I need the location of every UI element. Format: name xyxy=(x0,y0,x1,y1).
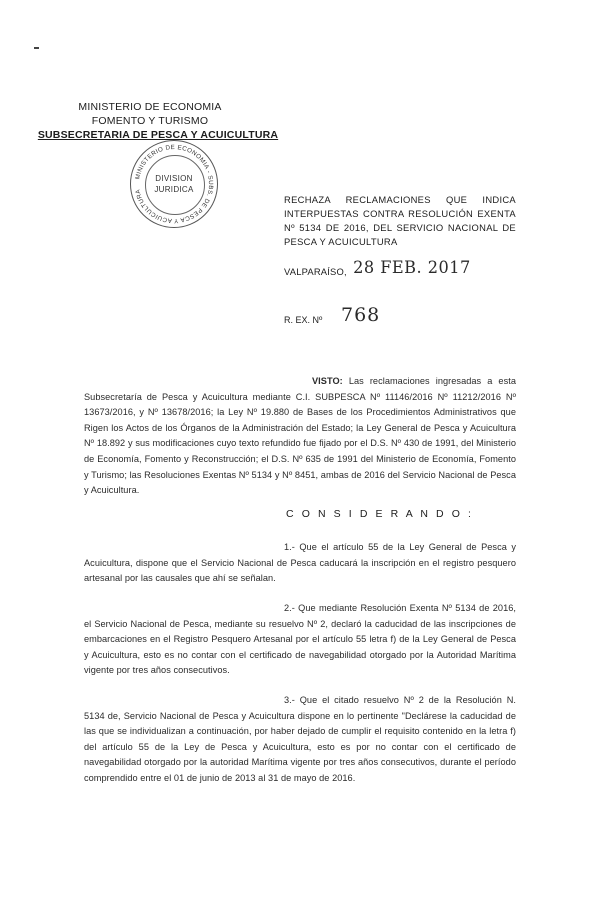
visto-paragraph xyxy=(84,374,516,499)
paragraph-3-text: Que el citado resuelvo Nº 2 de la Resolución N. 5134 de, Servicio Nacional de Pesca y Acuicultura dispone en lo pertinente "Declárese la caducidad de las que se individualizan a continuación, por haber dejado de cumplir el requisito contenido en la letra f) del artículo 55 de la Ley de Pesca y Acuicultura, esto es por no contar con el certificado de navegabilidad otorgado por la autoridad Marítima vigente por tres años consecutivos, durante el período comprendido entre el 01 de junio de 2013 al 31 de mayo de 2016. xyxy=(84,695,516,783)
document-title: RECHAZA RECLAMACIONES QUE INDICA INTERPUESTAS CONTRA RESOLUCIÓN EXENTA Nº 5134 DE 2016, DEL SERVICIO NACIONAL DE PESCA Y ACUICULTURA xyxy=(284,194,516,247)
paragraph-1-text: Que el artículo 55 de la Ley General de Pesca y Acuicultura, dispone que el Servicio Nacional de Pesca caducará la inscripción en el registro pesquero artesanal por las causales que ahí se señalan. xyxy=(84,542,516,584)
paragraph-2-text: Que mediante Resolución Exenta Nº 5134 de 2016, el Servicio Nacional de Pesca, mediante su resuelvo Nº 2, declaró la caducidad de las inscripciones de embarcaciones en el Registro Pesquero Artesanal por el artículo 55 letra f) de la Ley General de Pesca y Acuicultura, esto es no contar con el certificado de navegabilidad otorgado por la Autoridad Marítima vigente por tres años consecutivos. xyxy=(84,603,517,676)
stamp-center-line2: JURIDICA xyxy=(154,185,194,194)
considerando-paragraph-1 xyxy=(84,540,516,587)
resolution-label: R. EX. Nº xyxy=(284,315,323,325)
paragraph-1-number: 1.- xyxy=(284,542,295,552)
considerando-paragraph-2 xyxy=(84,601,516,679)
stamp-center-line1: DIVISION xyxy=(155,174,193,183)
resolution-number: 768 xyxy=(341,304,381,326)
stamped-date: 28 FEB. 2017 xyxy=(353,258,471,278)
considerando-paragraph-3 xyxy=(84,693,516,787)
city-label: VALPARAÍSO, xyxy=(284,266,347,277)
subsecretaria-name: SUBSECRETARIA DE PESCA Y ACUICULTURA xyxy=(37,129,279,141)
ministry-name: MINISTERIO DE ECONOMIA xyxy=(78,101,222,113)
visto-label: VISTO: xyxy=(312,376,343,386)
ministry-subname: FOMENTO Y TURISMO xyxy=(91,115,209,127)
paragraph-2-number: 2.- xyxy=(284,603,295,613)
margin-mark xyxy=(34,47,39,49)
considerando-heading: C O N S I D E R A N D O : xyxy=(286,508,474,520)
svg-text:MINISTERIO DE ECONOMIA - SUBS.: MINISTERIO DE ECONOMIA - SUBS. DE PESCA Y ACUICULTURA xyxy=(134,143,215,225)
paragraph-3-number: 3.- xyxy=(284,695,295,705)
division-juridica-stamp xyxy=(130,140,218,228)
visto-text: Las reclamaciones ingresadas a esta Subsecretaría de Pesca y Acuicultura mediante C.I. SUBPESCA Nº 11146/2016 Nº 11212/2016 Nº 13673/2016, y Nº 13678/2016; la Ley Nº 19.880 de Bases de los Procedimientos Administrativos que Rigen los Actos de los Órganos de la Administración del Estado; la Ley General de Pesca y Acuicultura Nº 18.892 y sus modificaciones cuyo texto refundido fue fijado por el D.S. Nº 430 de 1991, del Ministerio de Economía, Fomento y Reconstrucción; el D.S. Nº 635 de 1991 del Ministerio de Economía, Fomento y Turismo; las Resoluciones Exentas Nº 5134 y Nº 8451, ambas de 2016 del Servicio Nacional de Pesca y Acuicultura. xyxy=(84,376,516,496)
